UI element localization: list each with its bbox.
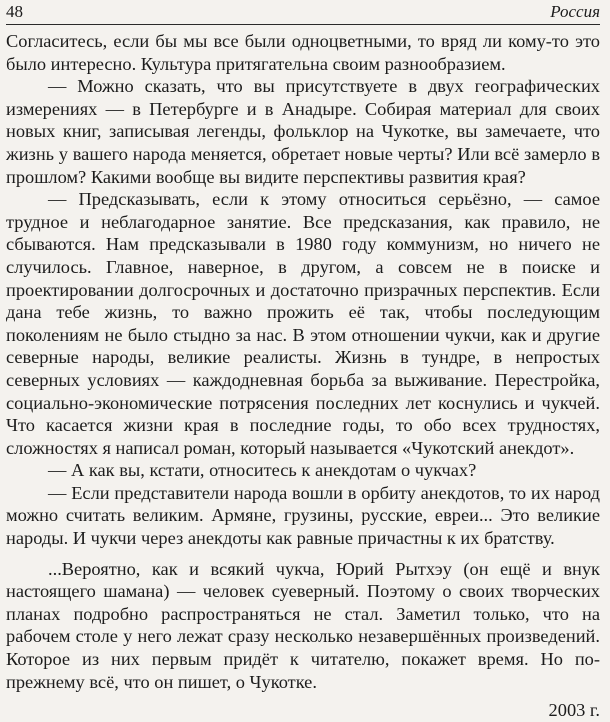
question-anecdotes: — А как вы, кстати, относитесь к анекдотам о чукчах?	[48, 460, 477, 481]
page-number: 48	[6, 2, 23, 21]
answer-anecdotes: — Если представители народа вошли в орбиту анекдотов, то их народ можно считать великим. Армяне, грузины, русские, евреи... Это великие народы. И чукчи через анекдоты как равные причастны к их братству.	[6, 482, 600, 549]
running-title: Россия	[550, 2, 600, 21]
paragraph-culture: Согласитесь, если бы мы все были одноцветными, то вряд ли кому-то это было интересно. Культура притягательна своим разнообразием.	[6, 31, 600, 74]
page-header	[6, 2, 600, 25]
date-signature: 2003 г.	[548, 700, 600, 721]
closing-paragraph: ...Вероятно, как и всякий чукча, Юрий Рытхэу (он ещё и внук настоящего шамана) — человек суеверный. Поэтому о своих творческих планах подробно распространяться не стал. Заметил только, что на рабочем столе у него лежат сразу несколько незавершённых произведений. Которое из них первым придёт к читателю, покажет время. Но по-прежнему всё, что он пишет, о Чукотке.	[6, 558, 600, 692]
article-body	[6, 30, 600, 722]
question-perspectives: — Можно сказать, что вы присутствуете в двух географических измерениях — в Петербурге и в Анадыре. Собирая материал для своих новых книг, записывая легенды, фольклор на Чукотке, вы замечаете, что жизнь у вашего народа меняется, обретает новые черты? Или всё замерло в прошлом? Какими вообще вы видите перспективы развития края?	[6, 76, 600, 187]
answer-predictions: — Предсказывать, если к этому относиться серьёзно, — самое трудное и неблагодарное занятие. Все предсказания, как правило, не сбываются. Нам предсказывали в 1980 году коммунизм, но ничего не случилось. Главное, наверное, в другом, а совсем не в поиске и проектировании долгосрочных и достаточно призрачных перспектив. Если дана тебе жизнь, то важно прожить её так, чтобы последующим поколениям не было стыдно за нас. В этом отношении чукчи, как и другие северные народы, великие реалисты. Жизнь в тундре, в непростых северных условиях — каждодневная борьба за выживание. Перестройка, социально-экономические потрясения последних лет коснулись и чукчей. Что касается жизни края в последние годы, то обо всех трудностях, сложностях я написал роман, который называется «Чукотский анекдот».	[6, 189, 600, 458]
